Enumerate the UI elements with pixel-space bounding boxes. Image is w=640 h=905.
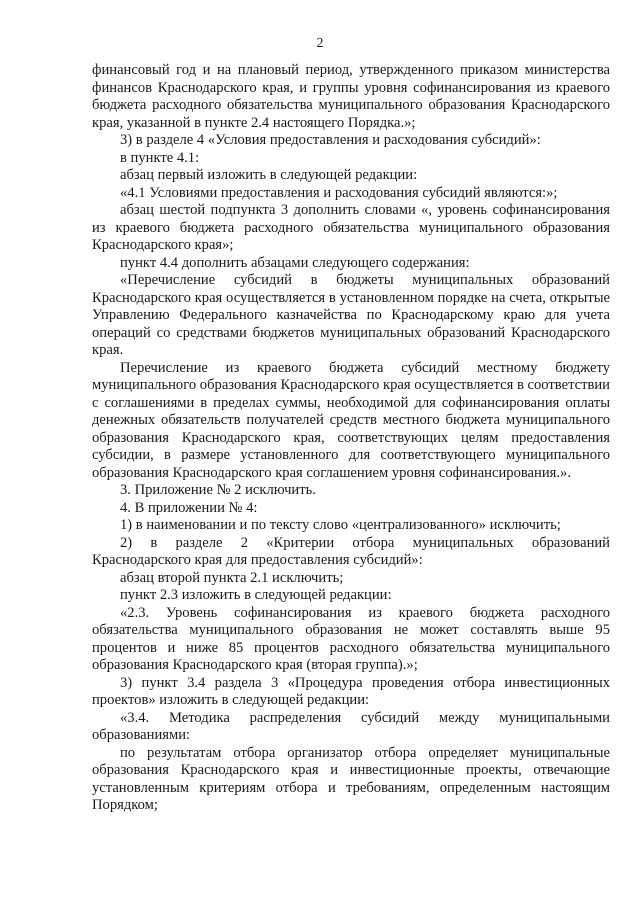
page-number: 2 <box>316 36 324 51</box>
paragraph: 1) в наименовании и по тексту слово «централизованного» исключить; <box>120 517 561 533</box>
paragraph: по результатам отбора организатор отбора определяет муниципальные образования Краснодарского края и инвестиционные проекты, отвечающие установленным критериям отбора и требованиям, определенным настоящим Порядком; <box>92 744 610 813</box>
paragraph: в пункте 4.1: <box>120 149 200 166</box>
paragraph: абзац шестой подпункта 3 дополнить словами «, уровень софинансирования из краевого бюджета расходного обязательства муниципального образования Краснодарского края»; <box>92 202 610 253</box>
paragraph: «2.3. Уровень софинансирования из краевого бюджета расходного обязательства муниципального образования не может составлять выше 95 процентов и ниже 85 процентов расходного обязательства муниципального образования Краснодарского края (вторая группа).»; <box>92 604 610 673</box>
paragraph: пункт 4.4 дополнить абзацами следующего содержания: <box>120 254 470 271</box>
paragraph: «Перечисление субсидий в бюджеты муниципальных образований Краснодарского края осуществляется в установленном порядке на счета, открытые Управлению Федерального казначейства по Краснодарскому краю для учета операций со средствами бюджетов муниципальных образований Краснодарского края. <box>92 272 610 358</box>
paragraph: 2) в разделе 2 «Критерии отбора муниципальных образований Краснодарского края для предоставления субсидий»: <box>92 534 610 568</box>
document-body <box>92 62 610 815</box>
paragraph: финансовый год и на плановый период, утвержденного приказом министерства финансов Краснодарского края, и группы уровня софинансирования из краевого бюджета расходного обязательства муниципального образования Краснодарского края, указанной в пункте 2.4 настоящего Порядка.»; <box>92 62 610 131</box>
paragraph: «4.1 Условиями предоставления и расходования субсидий являются:»; <box>120 184 558 201</box>
paragraph: 3. Приложение № 2 исключить. <box>120 482 316 498</box>
paragraph: абзац второй пункта 2.1 исключить; <box>120 569 344 586</box>
paragraph: 3) в разделе 4 «Условия предоставления и расходования субсидий»: <box>120 132 541 148</box>
paragraph: пункт 2.3 изложить в следующей редакции: <box>120 587 392 603</box>
paragraph: 3) пункт 3.4 раздела 3 «Процедура проведения отбора инвестиционных проектов» изложить в следующей редакции: <box>92 674 610 708</box>
paragraph: Перечисление из краевого бюджета субсидий местному бюджету муниципального образования Краснодарского края осуществляется в соответствии с соглашениями в пределах суммы, необходимой для софинансирования оплаты денежных обязательств получателей средств местного бюджета муниципального образования Краснодарского края, соответствующих целям предоставления субсидии, в размере установленного для соответствующего муниципального образования Краснодарского края соглашением уровня софинансирования.». <box>92 359 610 481</box>
paragraph: 4. В приложении № 4: <box>120 499 258 516</box>
paragraph: абзац первый изложить в следующей редакции: <box>120 167 418 183</box>
paragraph: «3.4. Методика распределения субсидий между муниципальными образованиями: <box>92 709 610 743</box>
